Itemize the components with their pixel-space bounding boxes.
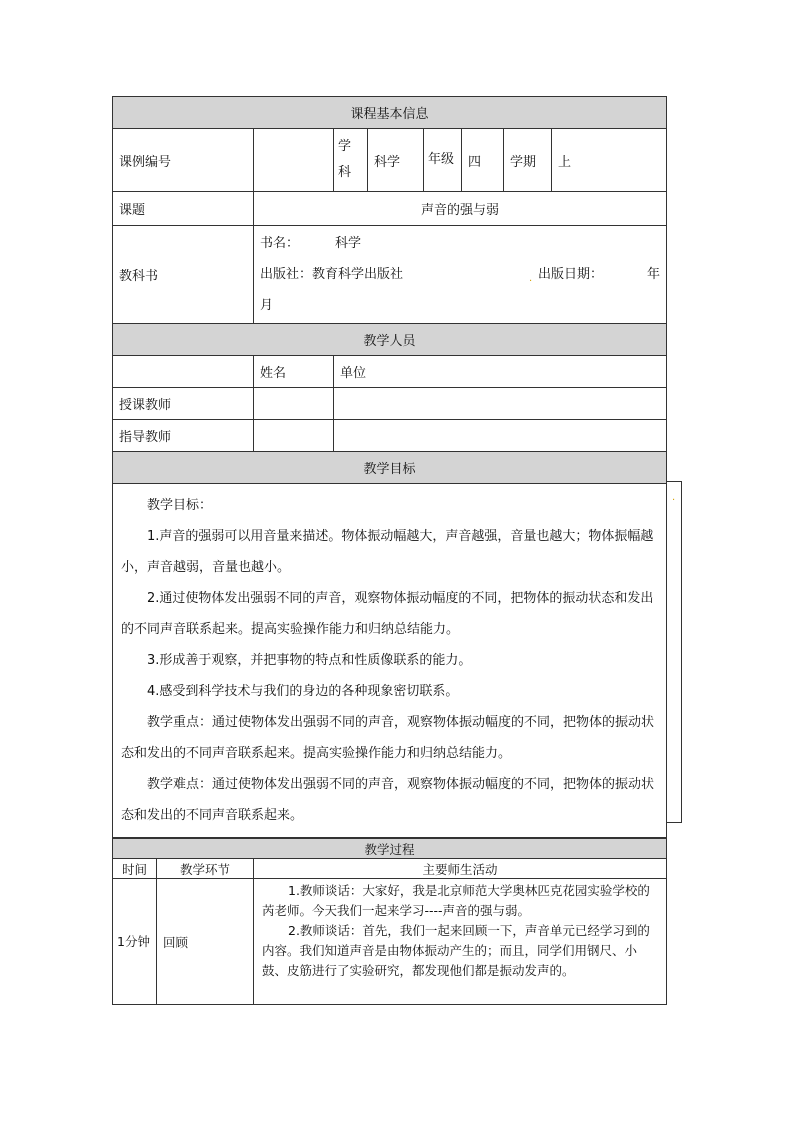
process-step: 回顾 xyxy=(157,879,254,1005)
term-label: 学期 xyxy=(504,129,552,192)
textbook-label: 教科书 xyxy=(113,226,254,324)
advisor-name xyxy=(254,420,334,452)
difficulty-paragraph: 教学难点：通过使物体发出强弱不同的声音，观察物体振动幅度的不同，把物体的振动状态和发出的不同声音联系起来。 xyxy=(121,777,655,823)
objective-paragraph: 2.通过使物体发出强弱不同的声音，观察物体振动幅度的不同，把物体的振动状态和发出的不同声音联系起来。提高实验操作能力和归纳总结能力。 xyxy=(121,591,654,637)
teacher-unit xyxy=(334,388,667,420)
process-col-activity: 主要师生活动 xyxy=(254,859,667,879)
lesson-info-document xyxy=(112,96,666,992)
process-table xyxy=(112,838,667,1005)
subject-value: 科学 xyxy=(368,129,424,192)
objective-paragraph: 4.感受到科学技术与我们的身边的各种现象密切联系。 xyxy=(147,684,459,699)
process-col-time: 时间 xyxy=(113,859,157,879)
book-name-label: 书名： xyxy=(260,236,300,251)
activity-paragraph: 2.教师谈话：首先，我们一起来回顾一下，声音单元已经学习到的内容。我们知道声音是由物体振动产生的；而且，同学们用钢尺、小鼓、皮筋进行了实验研究，都发现他们都是振动发声的。 xyxy=(262,923,650,978)
section-header-staff: 教学人员 xyxy=(113,324,667,356)
pub-month-char: 月 xyxy=(260,298,274,313)
activity-paragraph: 1.教师谈话：大家好，我是北京师范大学奥林匹克花园实验学校的芮老师。今天我们一起来学习----声音的强与弱。 xyxy=(262,883,650,918)
objectives-content xyxy=(113,484,667,838)
objective-paragraph: 3.形成善于观察，并把事物的特点和性质像联系的能力。 xyxy=(147,653,472,668)
grade-label: 年级 xyxy=(424,129,462,192)
marker-dot: . xyxy=(529,273,533,284)
course-info-table xyxy=(112,96,667,838)
topic-label: 课题 xyxy=(113,192,254,226)
objective-paragraph: 教学目标： xyxy=(147,498,213,513)
teacher-label: 授课教师 xyxy=(113,388,254,420)
grade-value: 四 xyxy=(462,129,504,192)
margin-box xyxy=(666,481,682,823)
objective-paragraph: 1.声音的强弱可以用音量来描述。物体振动幅越大，声音越强，音量也越大；物体振幅越小，声音越弱，音量也越小。 xyxy=(121,529,654,575)
advisor-unit xyxy=(334,420,667,452)
marker-dot: . xyxy=(672,492,676,503)
advisor-label: 指导教师 xyxy=(113,420,254,452)
key-point-paragraph: 教学重点：通过使物体发出强弱不同的声音，观察物体振动幅度的不同，把物体的振动状态和发出的不同声音联系起来。提高实验操作能力和归纳总结能力。 xyxy=(121,715,655,761)
pub-year-char: 年 xyxy=(647,267,661,282)
staff-col-unit: 单位 xyxy=(334,356,667,388)
pub-date-label: 出版日期： xyxy=(538,267,604,282)
textbook-details xyxy=(254,226,667,324)
process-row xyxy=(113,879,667,1005)
term-value: 上 xyxy=(552,129,667,192)
publisher-value: 教育科学出版社 xyxy=(312,267,404,282)
course-id-label: 课例编号 xyxy=(113,129,254,192)
topic-value: 声音的强与弱 xyxy=(254,192,667,226)
staff-col-name: 姓名 xyxy=(254,356,334,388)
subject-label: 学科 xyxy=(334,129,368,192)
process-col-step: 教学环节 xyxy=(157,859,254,879)
teacher-name xyxy=(254,388,334,420)
staff-blank-header xyxy=(113,356,254,388)
book-name-value: 科学 xyxy=(335,236,362,251)
course-id-value xyxy=(254,129,334,192)
process-activity xyxy=(254,879,667,1005)
section-header-process: 教学过程 xyxy=(113,839,667,859)
process-time: 1分钟 xyxy=(113,879,157,1005)
publisher-label: 出版社： xyxy=(260,267,313,282)
section-header-basic-info: 课程基本信息 xyxy=(113,97,667,129)
section-header-objectives: 教学目标 xyxy=(113,452,667,484)
